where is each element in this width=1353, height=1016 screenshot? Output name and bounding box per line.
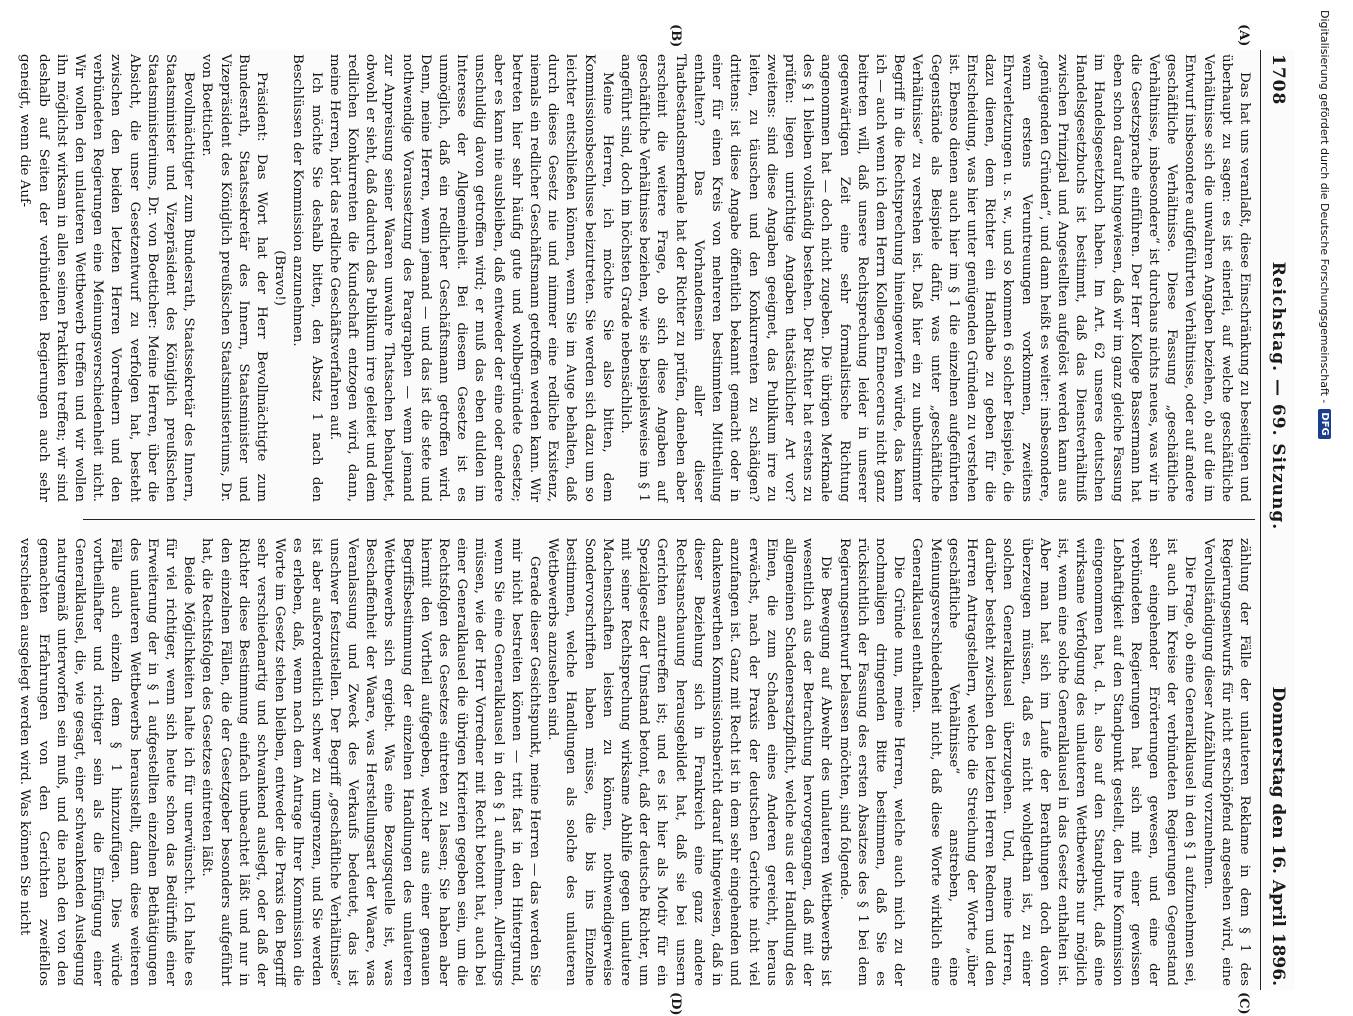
- paragraph: Die Bewegung auf Abwehr des unlauteren Wettbewerbs ist wesentlich aus der Betrachtung hervorgegangen, daß mit der allgemeinen Schadenersatzpflicht, welche aus der Handlung des Einen, die zum Schaden eines Anderen gereicht, heraus erwächst, nach der Praxis der deutschen Gerichte nicht viel anzufangen ist. Ganz mit Recht ist in dem sehr eingehenden und dankenswerthen Kommissionsbericht darauf hingewiesen, daß in dieser Beziehung sich in Frankreich eine ganz andere Rechtsanschauung herausgebildet hat, daß sie bei unsern Gerichten anzutreffen ist; und es ist hier als Motiv für ein Spezialgesetz der Umstand betont, daß der deutsche Richter, um mit seiner Rechtsprechung wirksame Abhilfe gegen unlautere Machenschaften leisten zu können, nothwendigerweise Sondervorschriften haben müsse, die bis ins Einzelne bestimmen, welche Handlungen als solche des unlauteren Wettbewerbs anzusehen sind.: [545, 538, 834, 986]
- dfg-logo: DFG: [1318, 409, 1331, 438]
- page-number: 1708: [1268, 54, 1288, 106]
- paragraph: Beide Möglichkeiten halte ich für unerwünscht. Ich halte es für viel richtiger, wenn sich heute schon das Bedürfniß einer Erweiterung der in § 1 aufgestellten einzelnen Bethätigungen des unlauteren Wettbewerbs herausstellt, dann diese weiteren Fälle auch einzeln dem § 1 hinzuzufügen. Dies würde vortheilhafter und richtiger sein als die Einfügung einer Generalklausel, die, wie gesagt, einer schwankenden Auslegung naturgemäß unterworfen sein muß, und die nach den von den gemachten Erfahrungen von den Gerichten zweifellos verschieden ausgelegt werden wird. Was können Sie nicht: [17, 538, 197, 986]
- margin-letter-b: (B): [668, 24, 683, 48]
- credit-text: Digitalisierung gefördert durch die Deutsche Forschungsgemeinschaft -: [1318, 10, 1331, 404]
- session-date: Donnerstag den 16. April 1896.: [1268, 686, 1288, 986]
- right-text-column: [17, 538, 1253, 986]
- paragraph: zählung der Fälle der unlauteren Reklame in dem § 1 des Regierungsentwurfs für nicht erschöpfend angesehen wird, eine Vervollständigung dieser Aufzählung vorzunehmen.: [1200, 538, 1252, 986]
- scanned-page: [17, 24, 1295, 1016]
- digitization-credit: [1318, 10, 1331, 439]
- paragraph: Meine Herren, ich möchte Sie also bitten, dem Kommissionsbeschlusse beizutreten. Sie werden sich dazu um so leichter entschließen können, wenn Sie im Auge behalten, daß durch dieses Gesetz nie und nimmer eine redliche Existenz, niemals ein redlicher Geschäftsmann getroffen werden kann. Wir betreten hier sehr häufig gute und wohlbegründete Gesetze; aber es kann nie ausbleiben, daß entweder der eine oder andere unschuldig davon getroffen wird; er muß das eben dulden im Interesse der Allgemeinheit. Bei diesem Gesetze ist es unmöglich, daß ein redlicher Geschäftsmann getroffen wird. Denn, meine Herren, wenn jemand — und das ist die stete und nothwendige Voraussetzung des Paragraphen — wenn jemand zur Anpreisung seiner Waaren unwahre Thatsachen behauptet, obwohl er sieht, daß dadurch das Publikum irre geleitet und dem redlichen Konkurrenten die Kundschaft entzogen wird, dann, meine Herren, hört das redliche Geschäftsverfahren auf.: [326, 54, 615, 502]
- paragraph: Ich möchte Sie deshalb bitten, den Absatz 1 nach den Beschlüssen der Kommission anzunehmen.: [290, 54, 324, 502]
- page-title: Reichstag. — 69. Sitzung.: [1268, 261, 1288, 531]
- page-header: [1260, 50, 1295, 990]
- paragraph: Gerade dieser Gesichtspunkt, meine Herren — das werden Sie mir nicht bestreiten können — tritt fast in den Hintergrund, wenn Sie eine Generalklausel in den § 1 aufnehmen. Allerdings müssen, wie der Herr Vorredner mit Recht betont hat, auch bei einer Generalklausel die übrigen Kriterien gegeben sein, um die Rechtsfolgen des Gesetzes eintreten zu lassen; Sie haben aber hiermit den Vortheil aufgegeben, welcher aus einer genauen Begriffsbestimmung der einzelnen Handlungen des unlauteren Wettbewerbs sich ergiebt. Was eine Bezugsquelle ist, was Beschaffenheit der Waare, was Herstellungsart der Waare, was Veranlassung und Zweck des Verkaufs bedeutet, das ist unschwer festzustellen. Der Begriff „geschäftliche Verhältnisse“ ist aber außerordentlich schwer zu umgrenzen, und Sie werden es erleben, daß, wenn nach dem Antrage Ihrer Kommission die Worte im Gesetz stehen bleiben, entweder die Praxis den Begriff sehr verschiedenartig und schwankend auslegt, oder daß der Richter diese Bestimmung einfach unbeachtet läßt und nur in den einzelnen Fällen, die der Gesetzgeber besonders aufgeführt hat, die Rechtsfolgen des Gesetzes eintreten läßt.: [199, 538, 543, 986]
- paragraph: Die Gründe nun, meine Herren, welche auch mich zu der nochmaligen dringenden Bitte bestimmen, daß Sie es rücksichtlich der Fassung des ersten Absatzes des § 1 bei dem Regierungsentwurf belassen möchten, sind folgende.: [836, 538, 907, 986]
- margin-letter-c: (C): [1236, 992, 1251, 1015]
- column-divider: [83, 519, 1255, 520]
- left-text-column: [17, 54, 1253, 502]
- margin-letter-d: (D): [668, 992, 683, 1016]
- interjection-bravo: (Bravo!): [272, 250, 288, 306]
- margin-letter-a: (A): [1236, 24, 1251, 47]
- paragraph: Die Frage, ob eine Generalklausel in den § 1 aufzunehmen sei, ist auch im Kreise der verbündeten Regierungen Gegenstand sehr eingehender Erörterungen gewesen, und eine der verbündeten Regierungen hat sich mit einer gewissen Lebhaftigkeit auf den Standpunkt gestellt, den Ihre Kommission eingenommen hat, d. h. also auf den Standpunkt, daß eine wirksame Verfolgung des unlauteren Wettbewerbs nur möglich ist, wenn eine solche Generalklausel in das Gesetz enthalten ist. Aber man hat sich im Laufe der Berathungen doch davon überzeugen müssen, daß es nicht wohlgethan ist, zu einer solchen Generalklausel überzugehen. Und, meine Herren, darüber besteht zwischen den letzten Herren Rednern und den Herren Antragstellern, welche die Streichung der Worte „über geschäftliche Verhältnisse“ anstreben, eine Meinungsverschiedenheit nicht, daß diese Worte wirklich eine Generalklausel enthalten.: [909, 538, 1198, 986]
- speech-boetticher: Bevollmächtigter zum Bundesrath, Staatssekretär des Innern, Staatsminister und Vizepräsident des Königlich preußischen Staatsministeriums, Dr. von Boetticher: Meine Herren, über die Absicht, die unser Gesetzentwurf zu verfolgen hat, besteht zwischen den beiden letzten Herren Vorrednern und den verbündeten Regierungen eine Meinungsverschiedenheit nicht. Wir wollen den unlauteren Wettbewerb treffen und wir wollen ihn möglichst wirksam in allen seinen Praktiken treffen; wir sind deshalb auf Seiten der verbündeten Regierungen auch sehr geneigt, wenn die Auf-: [17, 54, 197, 502]
- president-announcement: Präsident: Das Wort hat der Herr Bevollmächtigte zum Bundesrath, Staatssekretär des Innern, Staatsminister und Vizepräsident des Königlich preußischen Staatsministeriums, Dr. von Boetticher.: [199, 54, 270, 502]
- paragraph: Das hat uns veranlaßt, diese Einschränkung zu beseitigen und überhaupt zu sagen: es ist einerlei, auf welche geschäftliche Verhältnisse sich die unwahren Angaben beziehen, ob auf die im Entwurf insbesondere aufgeführten Verhältnisse, oder auf andere geschäftliche Verhältnisse. Diese Fassung „geschäftliche Verhältnisse, insbesondere“ ist durchaus nichts neues, was wir in die Gesetzsprache einführen. Der Herr Kollege Bassermann hat eben schon darauf hingewiesen, daß wir im ganz gleiche Fassung im Handelsgesetzbuch haben. Im Art. 62 unseres deutschen Handelsgesetzbuchs ist bestimmt, daß das Dienstverhältniß zwischen Prinzipal und Angestellten aufgelöst werden kann aus „genügenden Gründen“, und dann heißt es weiter: insbesondere, wenn erstens Veruntreuungen vorkommen, zweitens Ehrverletzungen u. s. w., und so kommen 6 solcher Beispiele, die dazu dienen, dem Richter ein Handhabe zu geben für die Entscheidung, was hier unter genügenden Gründen zu verstehen ist. Ebenso dienen auch hier im § 1 die einzelnen aufgeführten Gegenstände als Beispiele dafür, was unter „geschäftliche Verhältnisse“ zu verstehen ist. Daß hier ein zu unbestimmter Begriff in die Rechtsprechung hineingeworfen würde, das kann ich — auch wenn ich dem Herrn Kollegen Enneccerus nicht ganz beitreten will, daß unsere Rechtsprechung leider in unserer gegenwärtigen Zeit eine sehr formalistische Richtung angenommen hat — doch nicht zugeben. Die übrigen Merkmale des § 1 bleiben vollständig bestehen. Der Richter hat erstens zu prüfen: liegen unrichtige Angaben thatsächlicher Art vor? zweitens: sind diese Angaben geeignet, das Publikum irre zu leiten, zu täuschen und den Konkurrenten zu schädigen? drittens: ist diese Angabe öffentlich bekannt gemacht oder in einer für einen Kreis von mehreren bestimmten Mittheilung enthalten? Das Vorhandensein aller dieser Thatbestandsmerkmale hat der Richter zu prüfen, daneben aber erscheint die weitere Frage, ob sich diese Angaben auf geschäftliche Verhältnisse beziehen, wie sie beispielsweise im § 1 angeführt sind, doch im höchsten Grade nebensächlich.: [618, 54, 1252, 502]
